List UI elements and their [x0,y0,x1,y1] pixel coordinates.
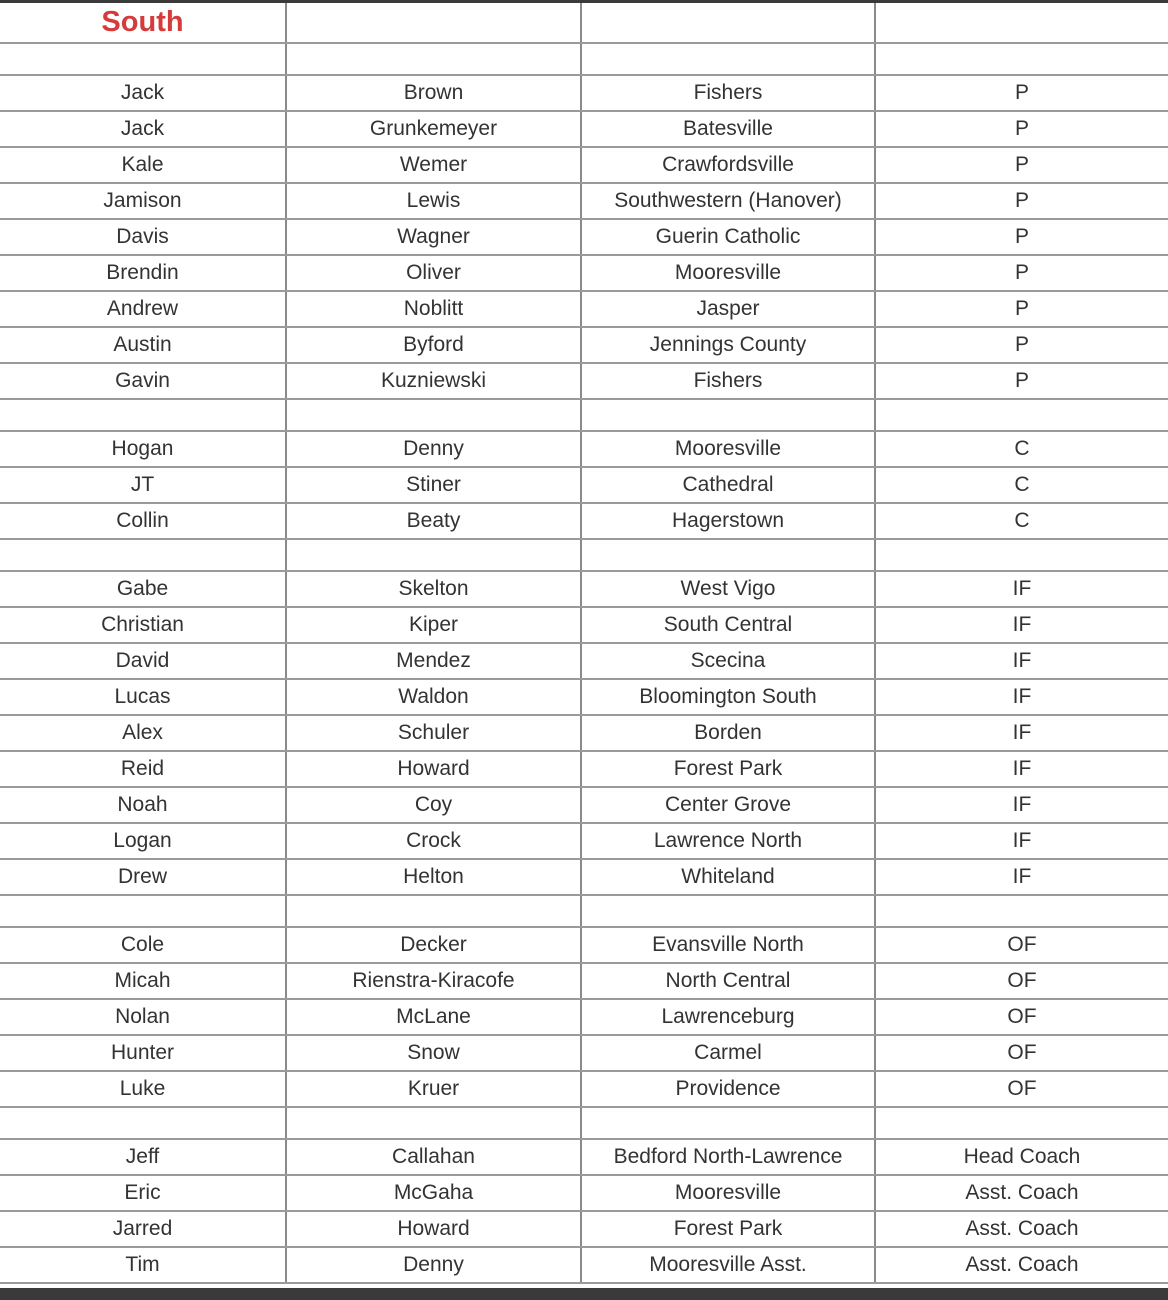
table-row [0,256,1168,292]
position-cell[interactable]: C [1014,437,1030,460]
first-name-cell[interactable]: Gavin [0,364,287,398]
last-name-cell[interactable]: Brown [287,76,582,110]
last-name-cell[interactable]: Wemer [287,148,582,182]
blank-row [0,540,1168,572]
first-name-cell[interactable]: David [0,644,287,678]
position-cell[interactable]: IF [1012,757,1032,780]
school-cell[interactable]: Mooresville Asst. [582,1248,876,1282]
table-row [0,1176,1168,1212]
last-name-cell[interactable]: Denny [287,432,582,466]
school-cell[interactable]: North Central [582,964,876,998]
last-name-cell[interactable]: Oliver [287,256,582,290]
table-cell[interactable] [287,540,582,570]
table-row [0,860,1168,896]
last-name-cell[interactable]: Lewis [287,184,582,218]
table-cell[interactable] [582,896,876,926]
table-row [0,432,1168,468]
school-cell[interactable]: Jennings County [582,328,876,362]
position-cell[interactable]: P [1014,189,1029,212]
last-name-cell[interactable]: Howard [287,1212,582,1246]
table-cell[interactable] [287,400,582,430]
first-name-cell[interactable]: Drew [0,860,287,894]
first-name-cell[interactable]: Luke [0,1072,287,1106]
first-name-cell[interactable]: Jamison [0,184,287,218]
first-name-cell[interactable]: Collin [0,504,287,538]
table-row [0,644,1168,680]
school-cell[interactable]: Fishers [582,364,876,398]
first-name-cell[interactable]: Nolan [0,1000,287,1034]
first-name-cell[interactable]: Gabe [0,572,287,606]
school-cell[interactable]: Mooresville [582,1176,876,1210]
table-row [0,608,1168,644]
last-name-cell[interactable]: Kiper [287,608,582,642]
first-name-cell[interactable]: Tim [0,1248,287,1282]
first-name-cell[interactable]: Brendin [0,256,287,290]
school-cell[interactable]: Guerin Catholic [582,220,876,254]
last-name-cell[interactable]: Howard [287,752,582,786]
position-cell[interactable]: P [1014,369,1029,392]
last-name-cell[interactable]: Byford [287,328,582,362]
first-name-cell[interactable]: Hogan [0,432,287,466]
school-cell[interactable]: Whiteland [582,860,876,894]
first-name-cell[interactable]: Lucas [0,680,287,714]
position-cell[interactable]: Asst. Coach [965,1253,1079,1276]
last-name-cell[interactable]: Stiner [287,468,582,502]
position-cell[interactable]: IF [1012,613,1032,636]
table-cell[interactable] [582,44,876,74]
position-cell[interactable]: C [1014,473,1030,496]
school-cell[interactable]: Lawrence North [582,824,876,858]
table-cell[interactable] [287,1108,582,1138]
table-row [0,292,1168,328]
first-name-cell[interactable]: Cole [0,928,287,962]
position-cell[interactable]: OF [1007,969,1037,992]
first-name-cell[interactable]: Jeff [0,1140,287,1174]
table-cell[interactable] [0,1108,287,1138]
table-row [0,1000,1168,1036]
table-row [0,788,1168,824]
blank-row [0,44,1168,76]
position-cell[interactable]: C [1014,509,1030,532]
table-row [0,184,1168,220]
table-cell[interactable] [876,3,1168,42]
table-title: South [0,3,287,42]
last-name-cell[interactable]: Skelton [287,572,582,606]
first-name-cell[interactable]: Austin [0,328,287,362]
table-cell[interactable] [0,896,287,926]
roster-table [0,3,1168,1284]
first-name-cell[interactable]: Logan [0,824,287,858]
school-cell[interactable]: Lawrenceburg [582,1000,876,1034]
position-cell[interactable]: IF [1012,793,1032,816]
school-cell[interactable]: South Central [582,608,876,642]
position-cell[interactable]: IF [1012,721,1032,744]
last-name-cell[interactable]: McLane [287,1000,582,1034]
last-name-cell[interactable]: Callahan [287,1140,582,1174]
first-name-cell[interactable]: Micah [0,964,287,998]
table-cell[interactable] [582,400,876,430]
header-row [0,3,1168,44]
school-cell[interactable]: Carmel [582,1036,876,1070]
last-name-cell[interactable]: Rienstra-Kiracofe [287,964,582,998]
last-name-cell[interactable]: Noblitt [287,292,582,326]
bottom-edge-bar [0,1288,1168,1300]
table-cell[interactable] [876,540,1168,570]
table-cell[interactable] [287,44,582,74]
position-cell[interactable]: IF [1012,829,1032,852]
school-cell[interactable]: Mooresville [582,256,876,290]
table-cell[interactable] [876,400,1168,430]
last-name-cell[interactable]: Grunkemeyer [287,112,582,146]
position-cell[interactable]: OF [1007,1041,1037,1064]
position-cell[interactable]: P [1014,117,1029,140]
school-cell[interactable]: Evansville North [582,928,876,962]
position-cell[interactable]: IF [1012,685,1032,708]
last-name-cell[interactable]: Mendez [287,644,582,678]
table-row [0,1036,1168,1072]
last-name-cell[interactable]: Crock [287,824,582,858]
first-name-cell[interactable]: Davis [0,220,287,254]
school-cell[interactable]: Cathedral [582,468,876,502]
first-name-cell[interactable]: Eric [0,1176,287,1210]
table-row [0,824,1168,860]
position-cell[interactable]: OF [1007,1005,1037,1028]
last-name-cell[interactable]: McGaha [287,1176,582,1210]
table-row [0,928,1168,964]
school-cell[interactable]: Forest Park [582,1212,876,1246]
school-cell[interactable]: Southwestern (Hanover) [582,184,876,218]
table-cell[interactable] [287,3,582,42]
position-cell[interactable]: P [1014,261,1029,284]
position-cell[interactable]: P [1014,81,1029,104]
table-row [0,752,1168,788]
table-row [0,148,1168,184]
table-row [0,112,1168,148]
position-cell[interactable]: IF [1012,649,1032,672]
school-cell[interactable]: Scecina [582,644,876,678]
school-cell[interactable]: Mooresville [582,432,876,466]
table-cell[interactable] [876,896,1168,926]
school-cell[interactable]: Batesville [582,112,876,146]
school-cell[interactable]: Fishers [582,76,876,110]
table-row [0,1248,1168,1284]
last-name-cell[interactable]: Helton [287,860,582,894]
table-cell[interactable] [0,44,287,74]
table-row [0,468,1168,504]
school-cell[interactable]: Jasper [582,292,876,326]
table-row [0,572,1168,608]
school-cell[interactable]: Center Grove [582,788,876,822]
first-name-cell[interactable]: Jack [0,112,287,146]
position-cell[interactable]: IF [1012,577,1032,600]
last-name-cell[interactable]: Wagner [287,220,582,254]
school-cell[interactable]: West Vigo [582,572,876,606]
table-row [0,76,1168,112]
first-name-cell[interactable]: Jack [0,76,287,110]
position-cell[interactable]: IF [1012,865,1032,888]
table-cell[interactable] [582,540,876,570]
table-row [0,220,1168,256]
school-cell[interactable]: Crawfordsville [582,148,876,182]
last-name-cell[interactable]: Waldon [287,680,582,714]
table-row [0,964,1168,1000]
last-name-cell[interactable]: Kuzniewski [287,364,582,398]
last-name-cell[interactable]: Decker [287,928,582,962]
position-cell[interactable]: P [1014,153,1029,176]
first-name-cell[interactable]: Christian [0,608,287,642]
table-cell[interactable] [582,3,876,42]
table-row [0,716,1168,752]
first-name-cell[interactable]: JT [0,468,287,502]
school-cell[interactable]: Providence [582,1072,876,1106]
first-name-cell[interactable]: Alex [0,716,287,750]
table-row [0,1212,1168,1248]
position-cell[interactable]: Asst. Coach [965,1181,1079,1204]
first-name-cell[interactable]: Noah [0,788,287,822]
position-cell[interactable]: Asst. Coach [965,1217,1079,1240]
school-cell[interactable]: Forest Park [582,752,876,786]
table-cell[interactable] [582,1108,876,1138]
first-name-cell[interactable]: Jarred [0,1212,287,1246]
last-name-cell[interactable]: Beaty [287,504,582,538]
table-cell[interactable] [287,896,582,926]
table-row [0,504,1168,540]
school-cell[interactable]: Hagerstown [582,504,876,538]
table-cell[interactable] [876,1108,1168,1138]
first-name-cell[interactable]: Kale [0,148,287,182]
first-name-cell[interactable]: Reid [0,752,287,786]
first-name-cell[interactable]: Andrew [0,292,287,326]
position-cell[interactable]: OF [1007,1077,1037,1100]
table-row [0,364,1168,400]
table-row [0,680,1168,716]
table-row [0,328,1168,364]
last-name-cell[interactable]: Schuler [287,716,582,750]
school-cell[interactable]: Bedford North-Lawrence [582,1140,876,1174]
first-name-cell[interactable]: Hunter [0,1036,287,1070]
position-cell[interactable]: OF [1007,933,1037,956]
blank-row [0,400,1168,432]
position-cell[interactable]: Head Coach [963,1145,1081,1168]
table-cell[interactable] [0,540,287,570]
last-name-cell[interactable]: Snow [287,1036,582,1070]
position-cell[interactable]: P [1014,333,1029,356]
position-cell[interactable]: P [1014,225,1029,248]
table-cell[interactable] [876,44,1168,74]
last-name-cell[interactable]: Kruer [287,1072,582,1106]
table-cell[interactable] [0,400,287,430]
table-row [0,1072,1168,1108]
school-cell[interactable]: Borden [582,716,876,750]
school-cell[interactable]: Bloomington South [582,680,876,714]
blank-row [0,896,1168,928]
last-name-cell[interactable]: Coy [287,788,582,822]
position-cell[interactable]: P [1014,297,1029,320]
table-row [0,1140,1168,1176]
last-name-cell[interactable]: Denny [287,1248,582,1282]
blank-row [0,1108,1168,1140]
